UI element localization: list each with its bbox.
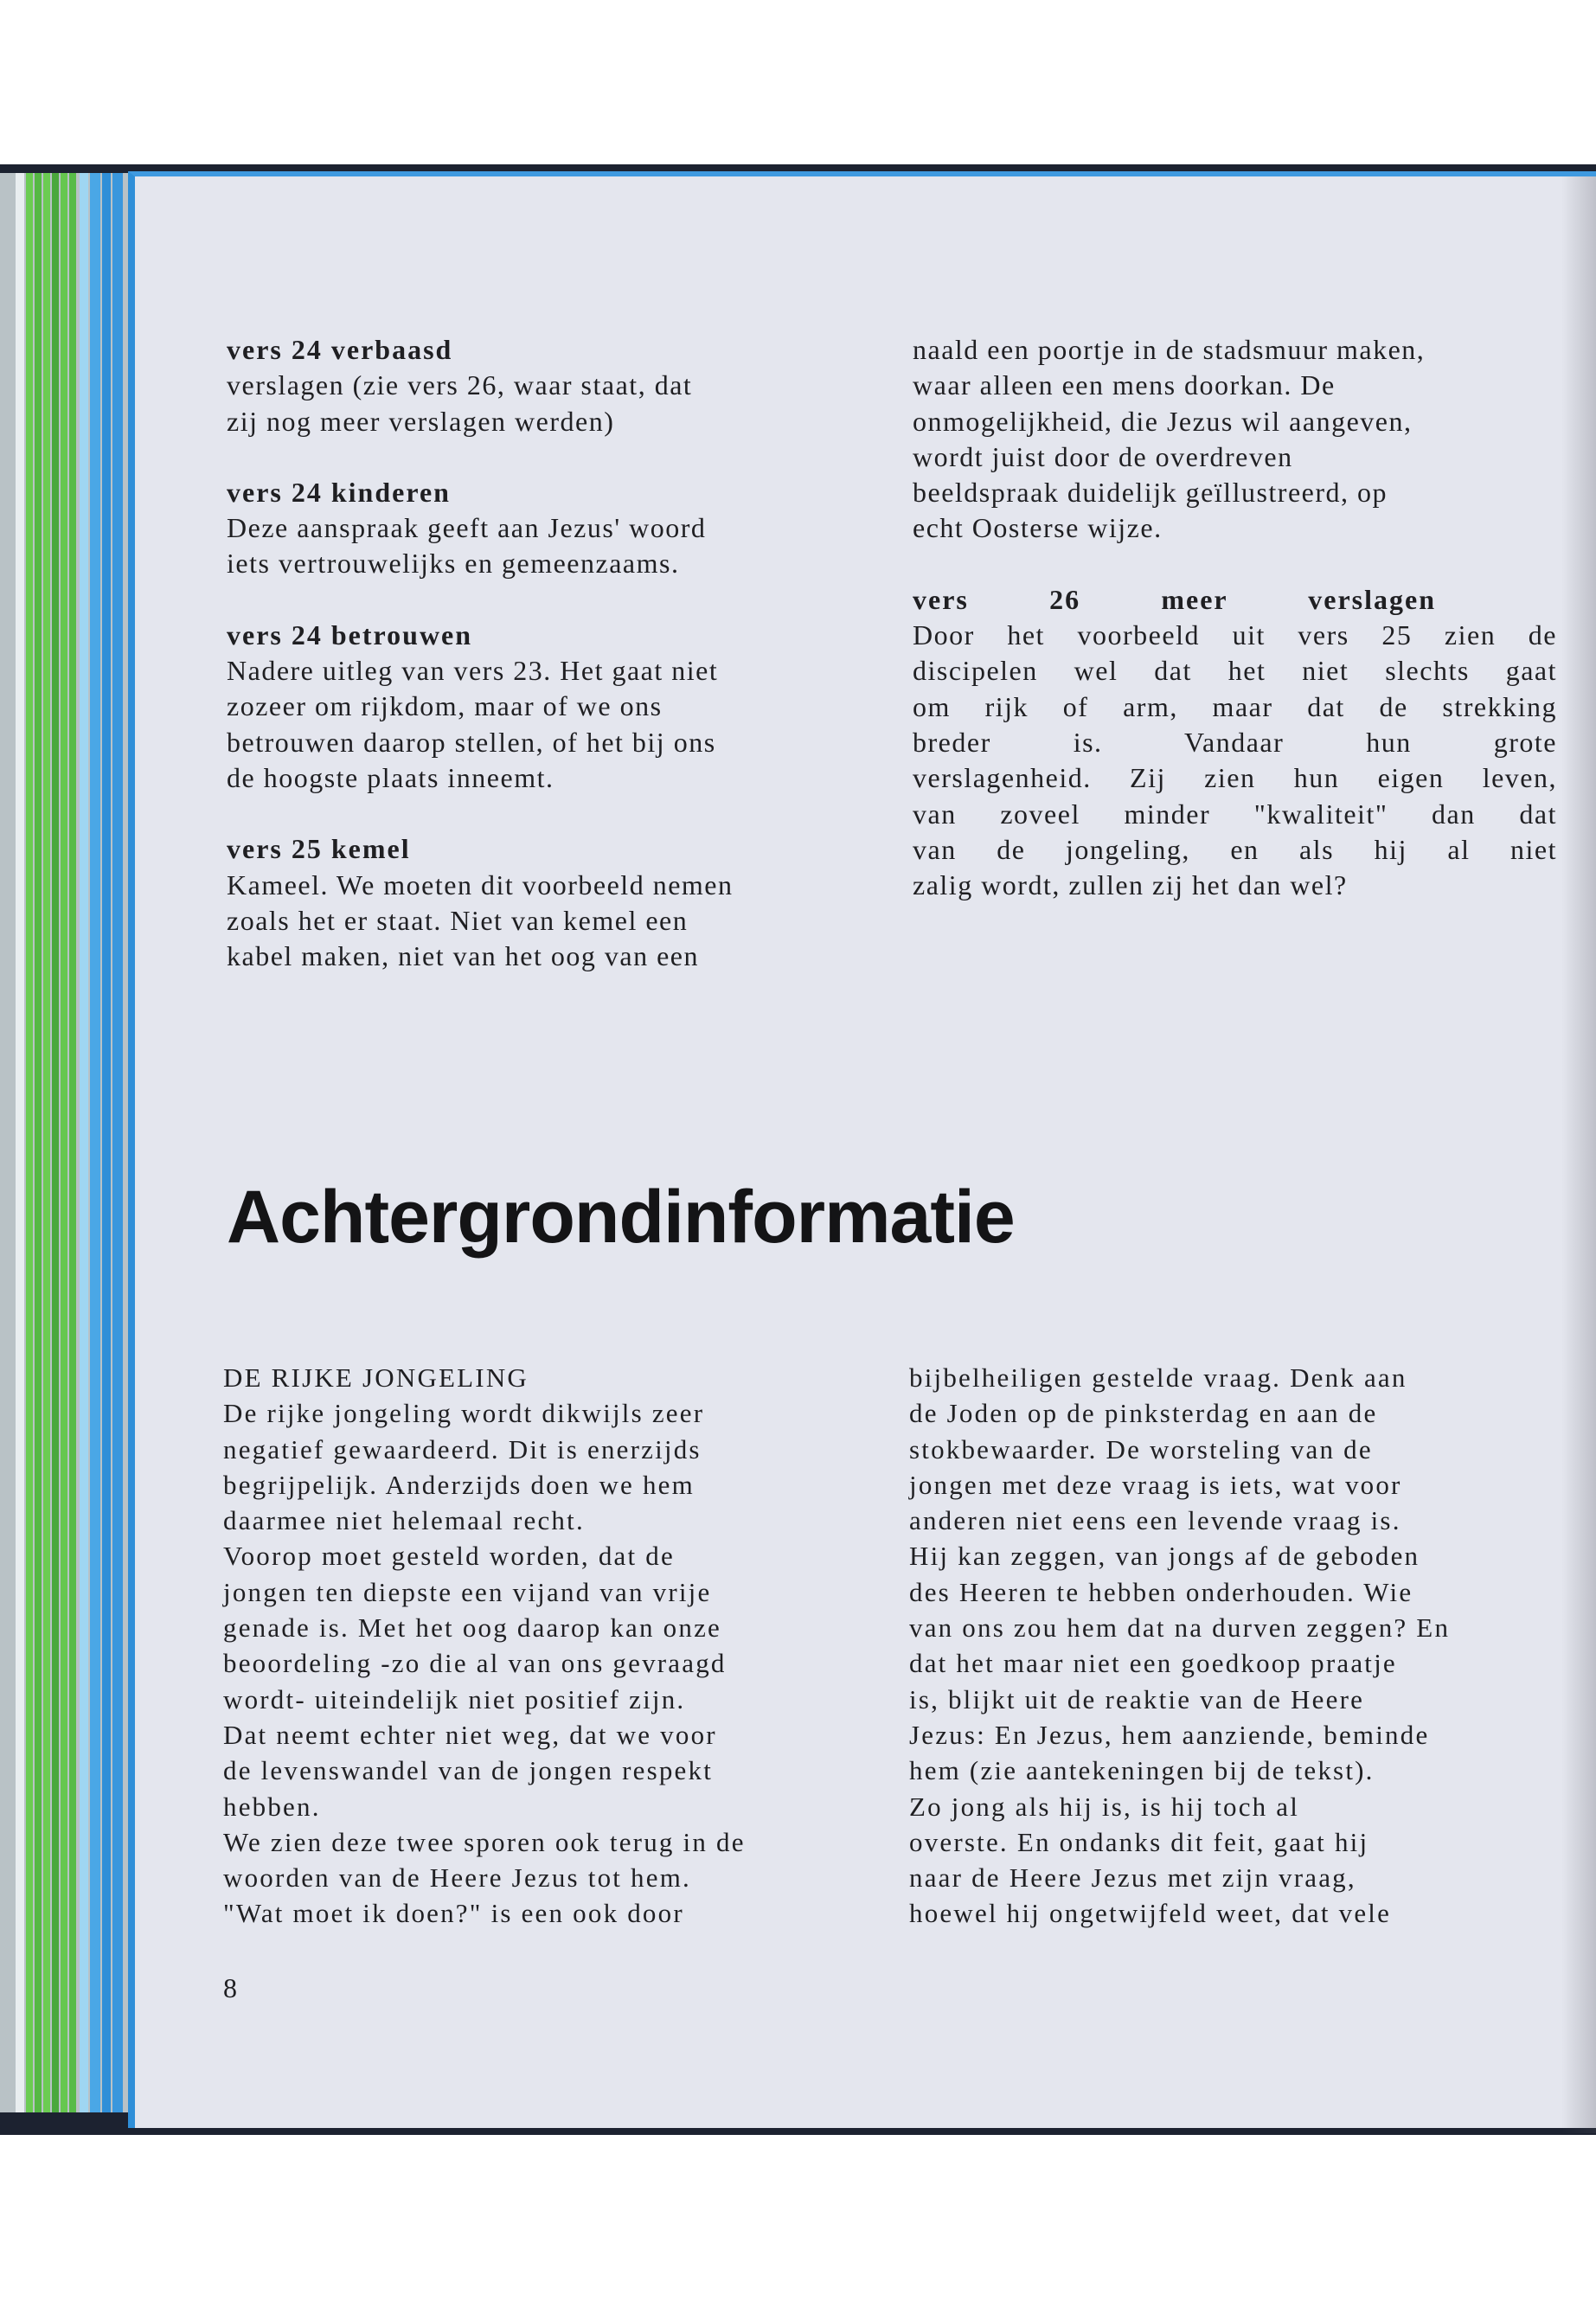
note-line: beeldspraak duidelijk geïllustreerd, op bbox=[913, 477, 1388, 509]
note-line: naald een poortje in de stadsmuur maken, bbox=[913, 334, 1426, 365]
background-line: jongen met deze vraag is iets, wat voor bbox=[909, 1469, 1402, 1500]
background-line: des Heeren te hebben onderhouden. Wie bbox=[909, 1576, 1413, 1607]
note-line: verslagen (zie vers 26, waar staat, dat bbox=[227, 369, 693, 401]
note-line: zij nog meer verslagen werden) bbox=[227, 405, 615, 437]
background-line: Hij kan zeggen, van jongs af de geboden bbox=[909, 1541, 1420, 1572]
note-heading: vers 24 betrouwen bbox=[227, 619, 473, 651]
note-line: wordt juist door de overdreven bbox=[913, 440, 1293, 472]
background-line: Dat neemt echter niet weg, dat we voor bbox=[223, 1719, 717, 1750]
note-line: van zoveel minder "kwaliteit" dan dat bbox=[913, 798, 1557, 830]
background-line: Zo jong als hij is, is hij toch al bbox=[909, 1791, 1300, 1822]
background-line: De rijke jongeling wordt dikwijls zeer bbox=[223, 1398, 705, 1429]
note-line: de hoogste plaats inneemt. bbox=[227, 761, 554, 793]
background-line: daarmee niet helemaal recht. bbox=[223, 1505, 585, 1536]
background-line: van ons zou hem dat na durven zeggen? En bbox=[909, 1612, 1451, 1644]
note-line: Door het voorbeeld uit vers 25 zien de bbox=[913, 619, 1557, 651]
background-line: dat het maar niet een goedkoop praatje bbox=[909, 1648, 1397, 1679]
background-line: stokbewaarder. De worsteling van de bbox=[909, 1433, 1373, 1465]
notes-right-column bbox=[913, 332, 1557, 903]
note-line: betrouwen daarop stellen, of het bij ons bbox=[227, 726, 716, 758]
section-title: Achtergrondinformatie bbox=[227, 1176, 1015, 1259]
note-line: van de jongeling, en als hij al niet bbox=[913, 833, 1557, 865]
note-line: Nadere uitleg van vers 23. Het gaat niet bbox=[227, 655, 719, 687]
background-line: "Wat moet ik doen?" is een ook door bbox=[223, 1898, 684, 1929]
note-line: discipelen wel dat het niet slechts gaat bbox=[913, 655, 1557, 687]
note-heading: vers 26 meer verslagen bbox=[913, 583, 1436, 615]
background-line: genade is. Met het oog daarop kan onze bbox=[223, 1612, 721, 1644]
note-line: Kameel. We moeten dit voorbeeld nemen bbox=[227, 868, 734, 901]
background-line: de levenswandel van de jongen respekt bbox=[223, 1755, 714, 1786]
background-line: Jezus: En Jezus, hem aanziende, beminde bbox=[909, 1719, 1430, 1750]
note-line: breder is. Vandaar hun grote bbox=[913, 726, 1557, 758]
note-line: zalig wordt, zullen zij het dan wel? bbox=[913, 869, 1348, 901]
background-line: beoordeling -zo die al van ons gevraagd bbox=[223, 1648, 727, 1679]
note-heading: vers 24 kinderen bbox=[227, 476, 451, 508]
background-line: We zien deze twee sporen ook terug in de bbox=[223, 1826, 746, 1857]
note-heading: vers 25 kemel bbox=[227, 833, 411, 865]
note-line: onmogelijkheid, die Jezus wil aangeven, bbox=[913, 405, 1413, 437]
note-line: zozeer om rijkdom, maar of we ons bbox=[227, 690, 663, 722]
background-line: naar de Heere Jezus met zijn vraag, bbox=[909, 1862, 1356, 1894]
background-line: anderen niet eens een levende vraag is. bbox=[909, 1505, 1401, 1536]
notes-left-column bbox=[227, 332, 841, 974]
background-left-column bbox=[223, 1360, 868, 1932]
background-line: wordt- uiteindelijk niet positief zijn. bbox=[223, 1683, 686, 1715]
background-line: overste. En ondanks dit feit, gaat hij bbox=[909, 1826, 1369, 1857]
note-line: waar alleen een mens doorkan. De bbox=[913, 369, 1336, 401]
note-line: echt Oosterse wijze. bbox=[913, 512, 1163, 544]
background-line: woorden van de Heere Jezus tot hem. bbox=[223, 1862, 691, 1894]
background-line: de Joden op de pinksterdag en aan de bbox=[909, 1398, 1378, 1429]
background-line: hebben. bbox=[223, 1791, 321, 1822]
note-line: kabel maken, niet van het oog van een bbox=[227, 940, 699, 972]
background-line: Voorop moet gesteld worden, dat de bbox=[223, 1541, 675, 1572]
background-line: hem (zie aantekeningen bij de tekst). bbox=[909, 1755, 1375, 1786]
background-subtitle: DE RIJKE JONGELING bbox=[223, 1362, 529, 1393]
background-line: negatief gewaardeerd. Dit is enerzijds bbox=[223, 1433, 702, 1465]
note-heading: vers 24 verbaasd bbox=[227, 334, 453, 365]
note-line: Deze aanspraak geeft aan Jezus' woord bbox=[227, 512, 707, 544]
note-line: om rijk of arm, maar dat de strekking bbox=[913, 690, 1557, 722]
note-line: zoals het er staat. Niet van kemel een bbox=[227, 904, 689, 936]
background-right-column bbox=[909, 1360, 1584, 1932]
page-number: 8 bbox=[223, 1972, 237, 2003]
background-line: begrijpelijk. Anderzijds doen we hem bbox=[223, 1469, 695, 1500]
background-line: bijbelheiligen gestelde vraag. Denk aan bbox=[909, 1362, 1407, 1393]
note-line: verslagenheid. Zij zien hun eigen leven, bbox=[913, 762, 1557, 794]
background-line: is, blijkt uit de reaktie van de Heere bbox=[909, 1683, 1365, 1715]
background-line: jongen ten diepste een vijand van vrije bbox=[223, 1576, 712, 1607]
binder-edge bbox=[0, 173, 130, 2135]
note-line: iets vertrouwelijks en gemeenzaams. bbox=[227, 548, 680, 580]
background-line: hoewel hij ongetwijfeld weet, dat vele bbox=[909, 1898, 1392, 1929]
